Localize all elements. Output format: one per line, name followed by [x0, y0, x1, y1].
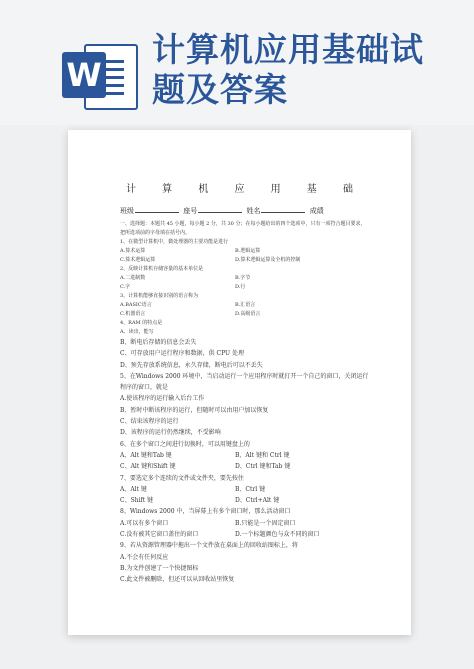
word-document-icon	[62, 38, 136, 110]
answer-option: A.BASIC语言	[120, 302, 152, 308]
question-line: D、该程序的运行仍然继续，不受影响	[120, 429, 221, 437]
name-label: 姓名	[246, 207, 261, 215]
question-line: 6、在多个窗口之间进行切换时，可以用键盘上的	[120, 440, 250, 448]
question-line: B.为文件创建了一个快捷图标	[120, 564, 199, 572]
answer-option: A、Alt 键和Tab 键	[120, 451, 172, 459]
paper-title-char: 应	[234, 184, 245, 195]
answer-option: B、Alt 键和 Ctrl 键	[235, 451, 290, 459]
answer-options-row	[120, 529, 370, 540]
answer-options-row	[120, 283, 370, 292]
answer-option: C.算术逻辑运算	[120, 257, 156, 263]
question-line: 程序的窗口，就是	[120, 384, 169, 392]
banner	[0, 0, 474, 125]
answer-option: C.机器语言	[120, 311, 146, 317]
question-line: A.使该程序的运行输入后台工作	[120, 395, 205, 403]
answer-option: D.算术逻辑运算及全机的控制	[235, 257, 301, 263]
answer-option: D.行	[235, 284, 246, 290]
question-line: 9、若从资源管理器中拖出一个文件放在桌面上的回收站图标上，将	[120, 542, 298, 550]
question-line: B、断电后存储的信息会丢失	[120, 339, 197, 346]
question-text	[120, 220, 370, 586]
paper-title	[68, 180, 411, 194]
name-blank	[261, 205, 305, 213]
seat-label: 座号	[183, 207, 198, 215]
question-line: C.此文件被删除，但还可以从回收站里恢复	[120, 576, 235, 584]
answer-option: D.一个标题颜色与众不同的窗口	[235, 531, 320, 539]
answer-option: A.二进制数	[120, 275, 146, 281]
student-info-fields	[120, 205, 324, 216]
paper-title-char: 机	[198, 184, 209, 195]
paper-title-char: 计	[126, 184, 136, 195]
answer-option: D.高级语言	[235, 311, 261, 317]
document-title-line1: 计算机应用基础试	[152, 30, 424, 69]
word-letter: W	[62, 52, 106, 98]
answer-options-row	[120, 518, 370, 529]
answer-option: C.字	[120, 284, 131, 290]
class-label: 班级	[120, 207, 134, 215]
answer-option: C、Alt 键和Shift 键	[120, 463, 176, 471]
answer-option: C、Shift 键	[120, 497, 154, 505]
answer-options-row	[120, 310, 370, 319]
answer-option: D、Ctrl 键和Tab 键	[235, 463, 291, 471]
document-title	[152, 30, 462, 110]
question-line: 8、Windows 2000 中，当屏幕上有多个窗口时，那么活动窗口	[120, 508, 291, 516]
answer-option: B.只能是一个固定窗口	[235, 519, 296, 527]
answer-option: B.逻辑运算	[235, 248, 261, 254]
question-line: 1、在微型计算机中，微处理器的主要功能是进行	[120, 239, 229, 245]
answer-options-row	[120, 450, 370, 461]
paper-title-char: 用	[270, 184, 281, 195]
answer-options-row	[120, 495, 370, 506]
answer-options-row	[120, 256, 370, 265]
question-line: 一、选择题：本题共 45 小题，每小题 2 分，共 30 分；在每小题给出的四个选项中，只有一项符合题目要求，	[120, 221, 366, 227]
question-line: 4、RAM 的特点是	[120, 320, 163, 326]
answer-option: A.可以有多个窗口	[120, 519, 169, 527]
document-page	[68, 130, 411, 635]
score-label: 成绩	[309, 207, 324, 215]
answer-option: A、Alt 键	[120, 485, 147, 493]
question-line: 5、在Windows 2000 环境中，当启动运行一个应用程序时就打开一个自己的窗口，关闭运行	[120, 372, 369, 380]
paper-title-char: 础	[342, 184, 353, 195]
answer-option: D、Ctrl+Alt 键	[235, 497, 280, 505]
question-line: C、可存放用户运行程序和数据，供 CPU 处理	[120, 350, 244, 358]
question-line: B、暂时中断该程序的运行，但随时可以由用户加以恢复	[120, 406, 269, 414]
answer-options-row	[120, 484, 370, 495]
question-line: 2、反映计算机存储容量的基本单位是	[120, 266, 204, 272]
question-line: A、读出，能写	[120, 329, 154, 335]
answer-options-row	[120, 301, 370, 310]
question-line: C、结束该程序的运行	[120, 418, 179, 426]
class-blank	[135, 205, 179, 213]
answer-options-row	[120, 461, 370, 472]
question-line: A.不会有任何反应	[120, 553, 169, 561]
answer-options-row	[120, 247, 370, 256]
question-line: D、预先存放系统信息，永久存储，断电后可以不丢失	[120, 361, 263, 369]
answer-option: C.没有被其它窗口盖住的窗口	[120, 531, 199, 539]
paper-title-char: 基	[306, 184, 317, 195]
answer-option: B.字节	[235, 275, 251, 281]
question-line: 7、要选定多个连续的文件或文件夹，要先按住	[120, 474, 244, 482]
seat-blank	[198, 205, 242, 213]
answer-option: B、Ctrl 键	[235, 485, 266, 493]
answer-option: B.汇语言	[235, 302, 256, 308]
question-line: 3、计算机能够直接识别的语言称为	[120, 293, 199, 299]
question-line: 把所选项前的字母填在括号内。	[120, 230, 191, 236]
answer-options-row	[120, 274, 370, 283]
paper-title-char: 算	[162, 184, 173, 195]
document-title-line2: 题及答案	[152, 70, 288, 109]
answer-option: A.算术运算	[120, 248, 146, 254]
